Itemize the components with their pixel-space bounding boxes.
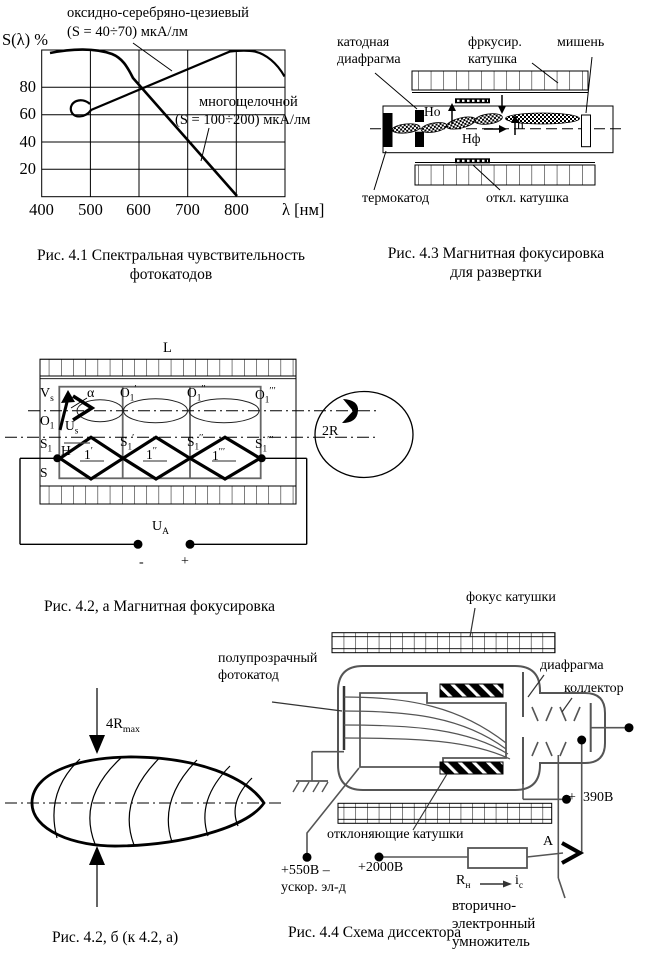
fig44-label-390v: 390В — [583, 790, 614, 805]
fig44-label-550v: +550В – — [281, 863, 330, 878]
fig42a-label-S1-tprime: $S_1'''$ — [255, 434, 274, 454]
fig44-label-photocathode-2: фотокатод — [218, 668, 279, 683]
fig44-ground-symbol — [293, 781, 328, 792]
fig42a-label-O1-prime: $O_1'$ — [120, 383, 137, 403]
fig41-ytick-60: 60 — [19, 104, 36, 123]
fig43-label-focus-coil-2: катушка — [468, 52, 517, 67]
fig44-label-diaphragm: диафрагма — [540, 658, 604, 673]
fig42a-label-plus: + — [181, 554, 189, 569]
fig44-beam-lines — [344, 697, 510, 759]
fig42a-label-S1: $S_1$ — [40, 436, 53, 454]
fig44-terminal-output — [625, 723, 634, 732]
fig43-label-focus-coil-1: фркусир. — [468, 35, 522, 50]
fig41-xtick-700: 700 — [175, 200, 200, 219]
fig41-caption-line2: фотокатодов — [129, 266, 213, 283]
fig42a-label-O1: $O_1$ — [40, 413, 55, 431]
fig42a-label-l2: 1′′ — [146, 445, 158, 462]
fig42b-top-arrowhead — [89, 735, 105, 754]
fig43-label-thermocathode: термокатод — [362, 191, 430, 206]
fig43-bottom-coil — [415, 165, 595, 185]
fig41-xtick-400: 400 — [29, 200, 54, 219]
fig44-label-sem-2: электронный — [452, 916, 536, 932]
fig43-target — [582, 115, 591, 147]
fig42b-caption: Рис. 4.2, б (к 4.2, а) — [52, 929, 179, 946]
fig42a-top-coil — [40, 359, 296, 376]
fig44-top-focus-coil — [332, 633, 555, 653]
fig42a-label-O1-dprime: $O_1''$ — [187, 383, 206, 403]
fig44-label-plus390-sign: + — [568, 790, 576, 805]
fig41-xtick-600: 600 — [126, 200, 151, 219]
fig43-label-cathode-diaphragm-2: диафрагма — [337, 52, 401, 67]
fig42a-label-2R: 2R — [322, 424, 339, 439]
fig43-label-target: мишень — [557, 35, 605, 50]
fig42a-label-O1-tprime: $O_1'''$ — [255, 385, 276, 405]
fig42a-label-Vs: $V_s$ — [40, 386, 54, 404]
fig42b-bottom-arrowhead — [89, 846, 105, 865]
fig44-terminal-550v — [303, 853, 312, 862]
fig44-dissector-diagram — [215, 585, 654, 975]
fig44-label-sem-3: умножитель — [452, 934, 530, 950]
fig44-label-ic: $i_с$ — [515, 873, 524, 891]
fig44-label-Rn: $R_н$ — [456, 873, 471, 891]
fig41-ytick-40: 40 — [19, 132, 36, 151]
fig43-diaphragm-lower — [415, 132, 424, 147]
fig42a-battery-terminal-minus — [134, 540, 143, 549]
fig41-leader-curve2 — [201, 128, 209, 161]
fig43-label-cathode-diaphragm-1: катодная — [337, 35, 390, 50]
fig42a-label-S1-dprime: $S_1''$ — [187, 432, 204, 452]
fig41-curve1-label-line2: (S = 40÷70) мкА/лм — [67, 24, 188, 40]
fig41-curve2-label-line1: многощелочной — [199, 94, 298, 110]
fig44-dynodes — [532, 707, 580, 756]
fig42a-battery-terminal-plus — [186, 540, 195, 549]
fig42a-label-minus: - — [139, 555, 144, 570]
fig42a-label-H: H — [61, 443, 71, 458]
fig42a-label-S1-prime: $S_1'$ — [120, 432, 135, 452]
fig42a-label-S: S — [40, 465, 48, 480]
fig44-label-photocathode-1: полупрозрачный — [218, 651, 318, 666]
fig44-label-550v-2: ускор. эл-д — [281, 880, 346, 895]
fig43-label-Ho: Ho — [424, 104, 441, 119]
fig41-xtick-500: 500 — [78, 200, 103, 219]
fig42a-label-l1: 1′ — [84, 445, 93, 462]
fig43-caption-line2: для развертки — [450, 264, 542, 281]
fig44-bottom-focus-coil — [338, 803, 552, 823]
fig44-deflection-plate-top — [440, 684, 503, 697]
fig42a-label-l3: 1′′′ — [212, 446, 226, 463]
fig42a-label-UA: $U_A$ — [152, 519, 169, 537]
fig43-label-deflection-coil: откл. катушка — [486, 191, 569, 206]
fig44-deflection-plate-bottom — [440, 762, 503, 774]
fig44-load-resistor — [468, 848, 527, 868]
fig44-label-deflection-coils: отклоняющие катушки — [327, 827, 464, 842]
fig43-top-coil — [412, 71, 588, 90]
fig43-label-h: h — [517, 117, 524, 132]
fig43-thermocathode — [384, 113, 393, 147]
fig44-terminal-dynode — [577, 736, 586, 745]
fig42a-label-L: L — [163, 340, 172, 356]
fig42a-bottom-coil — [40, 486, 296, 504]
fig44-label-focus-coils: фокус катушки — [466, 590, 556, 605]
fig42b-label-4Rmax: $4R_{max}$ — [106, 716, 140, 735]
fig41-curve2-label-line2: (S = 100÷200) мкА/лм — [175, 112, 311, 128]
fig42a-label-Us: $U_s$ — [65, 418, 79, 436]
fig43-caption-line1: Рис. 4.3 Магнитная фокусировка — [387, 245, 605, 262]
fig42a-outer-box — [40, 359, 296, 504]
fig44-label-sem-1: вторично- — [452, 898, 517, 914]
fig44-label-collector: коллектор — [564, 681, 624, 696]
fig41-caption-line1: Рис. 4.1 Спектральная чувствительность — [37, 247, 305, 264]
fig44-label-A: А — [543, 834, 554, 849]
fig42a-caption: Рис. 4.2, а Магнитная фокусировка — [44, 598, 276, 615]
fig41-ytick-20: 20 — [19, 159, 36, 178]
fig41-ytick-80: 80 — [19, 77, 36, 96]
fig44-output-arrow — [562, 843, 580, 863]
fig43-label-Hf: Нф — [462, 131, 481, 146]
fig43-diaphragm-upper — [415, 110, 424, 122]
fig44-label-2000v: +2000В — [358, 860, 404, 875]
fig41-curve1-label-line1: оксидно-серебряно-цезиевый — [67, 5, 249, 21]
fig44-current-arrow — [480, 881, 512, 888]
fig41-y-axis-title: S(λ) % — [2, 30, 49, 49]
fig44-caption: Рис. 4.4 Схема диссектора — [288, 924, 462, 941]
fig41-x-axis-title: λ [нм] — [282, 200, 325, 219]
fig42a-label-alpha: α — [87, 386, 95, 401]
fig42a-magnetic-focusing-diagram — [0, 340, 430, 590]
fig41-xtick-800: 800 — [224, 200, 249, 219]
